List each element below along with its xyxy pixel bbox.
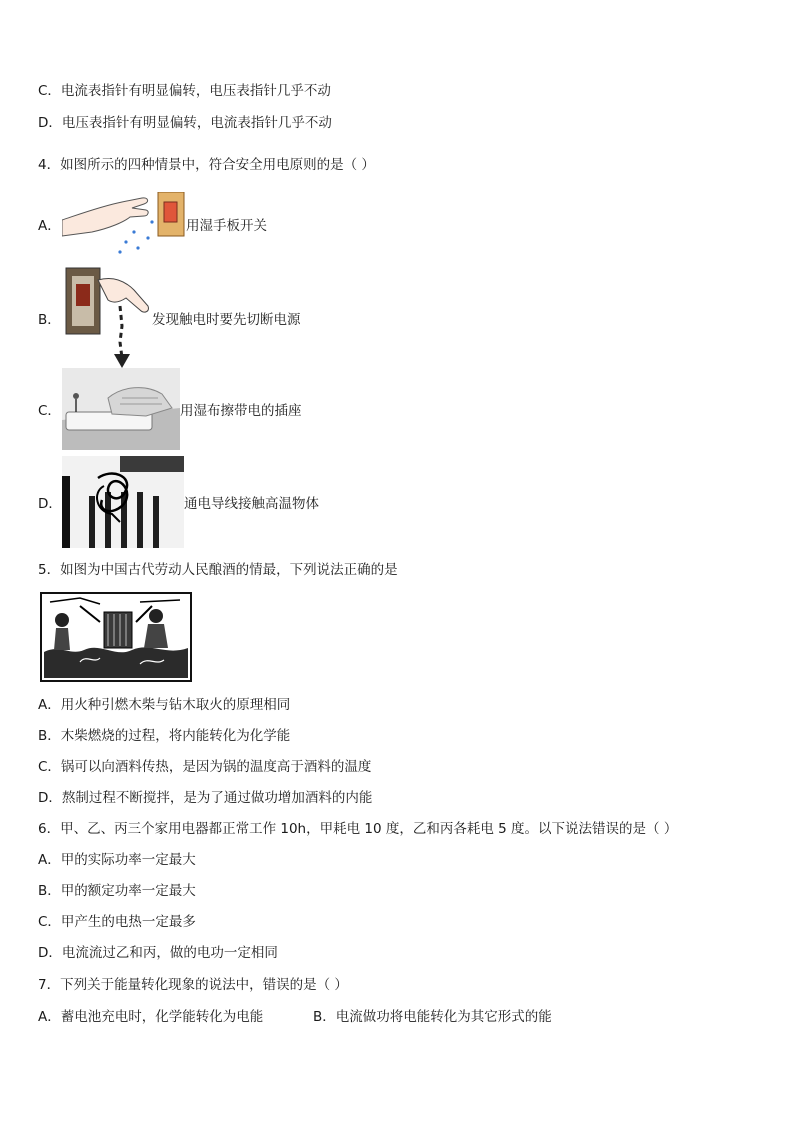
q4-option-c-text: 用湿布擦带电的插座 [180, 403, 302, 419]
q4-option-b [38, 266, 301, 370]
q4-option-a-text: 用湿手板开关 [186, 218, 267, 234]
option-letter: C． [38, 403, 61, 419]
q6-option-b: B．甲的额定功率一定最大 [38, 883, 196, 899]
q6-option-d: D．电流流过乙和丙，做的电功一定相同 [38, 945, 278, 961]
q4-stem: 4．如图所示的四种情景中，符合安全用电原则的是（ ） [38, 157, 375, 173]
q7-option-b: B．电流做功将电能转化为其它形式的能 [313, 1009, 552, 1025]
wire-heater-icon [62, 456, 184, 548]
q5-stem: 5．如图为中国古代劳动人民酿酒的情最，下列说法正确的是 [38, 562, 398, 578]
q4-option-c [38, 368, 302, 450]
q7-stem: 7．下列关于能量转化现象的说法中，错误的是（ ） [38, 977, 348, 993]
q4-option-a [38, 192, 267, 256]
wet-hand-switch-icon [62, 192, 186, 256]
q5-option-a: A．用火种引燃木柴与钻木取火的原理相同 [38, 697, 291, 713]
option-letter: B． [38, 312, 61, 328]
option-letter: D． [38, 496, 62, 512]
option-letter: A． [38, 218, 61, 234]
q3-option-c: C．电流表指针有明显偏转，电压表指针几乎不动 [38, 83, 331, 99]
q6-option-a: A．甲的实际功率一定最大 [38, 852, 196, 868]
q4-option-b-text: 发现触电时要先切断电源 [152, 312, 301, 328]
q6-option-c: C．甲产生的电热一定最多 [38, 914, 196, 930]
ancient-brewing-icon [40, 592, 192, 682]
unplug-icon [62, 266, 152, 370]
q4-option-d-text: 通电导线接触高温物体 [184, 496, 319, 512]
q5-option-c: C．锅可以向酒料传热，是因为锅的温度高于酒料的温度 [38, 759, 372, 775]
q4-option-d [38, 456, 319, 548]
q6-stem: 6．甲、乙、丙三个家用电器都正常工作 10h，甲耗电 10 度，乙和丙各耗电 5 度。以下说法错误的是（ ） [38, 821, 678, 837]
q7-option-a: A．蓄电池充电时，化学能转化为电能 [38, 1009, 264, 1025]
q3-option-d: D．电压表指针有明显偏转，电流表指针几乎不动 [38, 115, 332, 131]
q5-option-b: B．木柴燃烧的过程，将内能转化为化学能 [38, 728, 291, 744]
q5-option-d: D．熬制过程不断搅拌，是为了通过做功增加酒料的内能 [38, 790, 373, 806]
wet-cloth-socket-icon [62, 368, 180, 450]
